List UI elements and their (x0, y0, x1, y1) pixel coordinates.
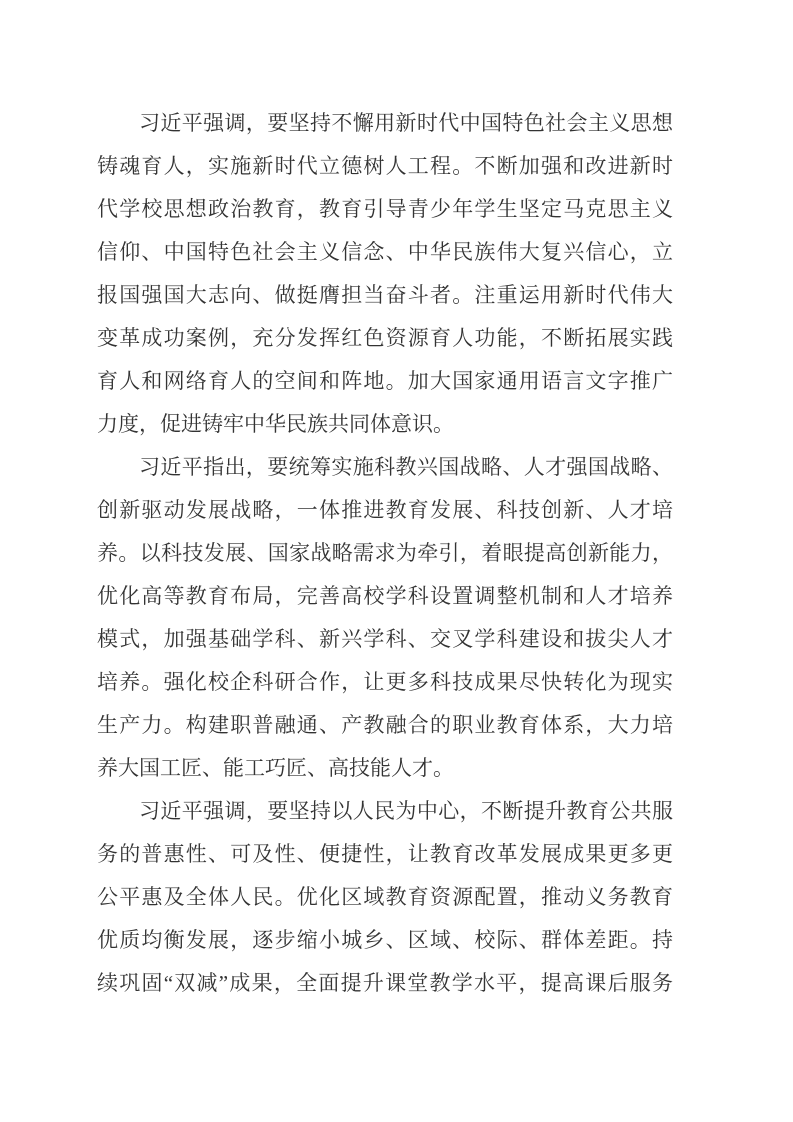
text-line: 代学校思想政治教育，教育引导青少年学生坚定马克思主义 (97, 197, 673, 221)
text-line: 养。以科技发展、国家战略需求为牵引，着眼提高创新能力， (97, 541, 673, 565)
text-line: 模式，加强基础学科、新兴学科、交叉学科建设和拔尖人才 (97, 627, 673, 651)
paragraph-3 (97, 790, 673, 1005)
text-line: 报国强国大志向、做挺膺担当奋斗者。注重运用新时代伟大 (97, 283, 673, 307)
document-body (97, 102, 673, 1005)
text-line: 养大国工匠、能工巧匠、高技能人才。 (97, 756, 454, 780)
text-line: 习近平强调，要坚持不懈用新时代中国特色社会主义思想 (139, 111, 673, 135)
paragraph-2 (97, 446, 673, 790)
text-line: 铸魂育人，实施新时代立德树人工程。不断加强和改进新时 (97, 154, 673, 178)
text-line: 育人和网络育人的空间和阵地。加大国家通用语言文字推广 (97, 369, 673, 393)
text-line: 培养。强化校企科研合作，让更多科技成果尽快转化为现实 (97, 670, 673, 694)
paragraph-1 (97, 102, 673, 446)
text-line: 创新驱动发展战略，一体推进教育发展、科技创新、人才培 (97, 498, 673, 522)
text-line: 优质均衡发展，逐步缩小城乡、区域、校际、群体差距。持 (97, 928, 673, 952)
text-line: 生产力。构建职普融通、产教融合的职业教育体系，大力培 (97, 713, 673, 737)
text-line: 变革成功案例，充分发挥红色资源育人功能，不断拓展实践 (97, 326, 673, 350)
text-line: 信仰、中国特色社会主义信念、中华民族伟大复兴信心，立 (97, 240, 673, 264)
text-line: 习近平指出，要统筹实施科教兴国战略、人才强国战略、 (139, 455, 673, 479)
text-line: 续巩固“双减”成果，全面提升课堂教学水平，提高课后服务 (97, 971, 673, 995)
text-line: 习近平强调，要坚持以人民为中心，不断提升教育公共服 (139, 799, 673, 823)
text-line: 优化高等教育布局，完善高校学科设置调整机制和人才培养 (97, 584, 673, 608)
text-line: 力度，促进铸牢中华民族共同体意识。 (97, 412, 454, 436)
text-line: 务的普惠性、可及性、便捷性，让教育改革发展成果更多更 (97, 842, 673, 866)
text-line: 公平惠及全体人民。优化区域教育资源配置，推动义务教育 (97, 885, 673, 909)
